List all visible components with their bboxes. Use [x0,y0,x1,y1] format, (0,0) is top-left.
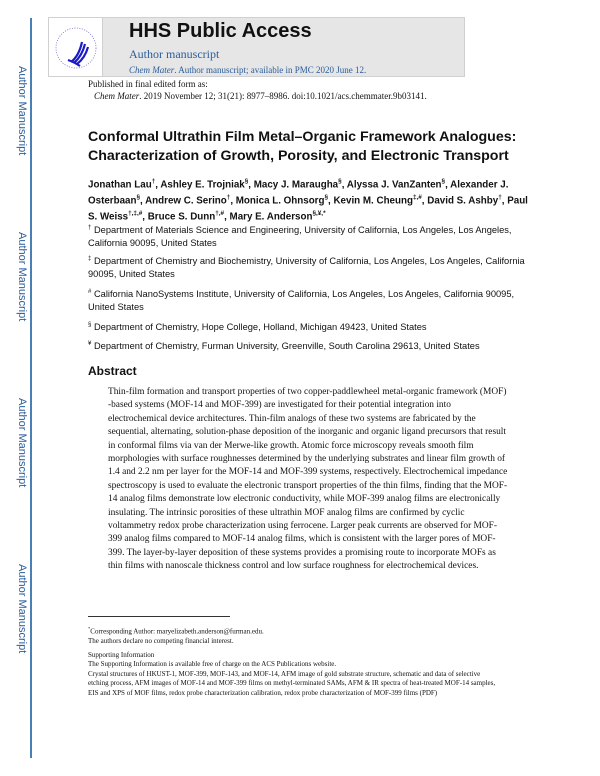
published-label: Published in final edited form as: [88,79,208,89]
author-affiliation-mark: § [441,178,446,185]
hhs-header [48,17,465,77]
author-list: Jonathan Lau†, Ashley E. Trojniak§, Macy J. Maraugha§, Alyssa J. VanZanten§, Alexander J. Osterbaan§, Andrew C. Serino†, Monica L. Ohnsorg§, Kevin M. Cheung‡,#, David S. Ashby†, Paul S. Weiss†,‡,#, Bruce S. Dunn†,#, Mary E. Anderson§,¥,* [88,178,528,222]
si-description: Crystal structures of HKUST-1, MOF-399, MOF-143, and MOF-14, AFM image of gold substrate structure, schematic and data of selective etching process, AFM images of MOF-14 and MOF-399 films on methyl-terminated SAMs, AFM & IR spectra of heat-treated MOF-14 samples, EIS and XPS of MOF films, redox probe characterization calibration, redox probe characterization of MOF-399 films (PDF) [88,669,496,697]
author-name: Bruce S. Dunn [147,210,216,222]
affiliation: ‡ Department of Chemistry and Biochemistry, University of California, Los Angeles, Los Angeles, California 90095, United States [88,256,525,279]
si-heading: Supporting Information [88,650,155,659]
author-name: Paul S. Weiss [88,195,528,222]
si-availability: The Supporting Information is available free of charge on the ACS Publications website. [88,660,337,669]
journal-name: Chem Mater [129,65,175,75]
article-title: Conformal Ultrathin Film Metal–Organic Framework Analogues: Characterization of Growth, Porosity, and Electronic Transport [88,129,517,164]
availability-line [129,65,366,75]
author-affiliation-mark: § [244,178,249,185]
author-affiliation-mark: †,# [215,209,225,217]
abstract-heading: Abstract [88,364,137,378]
author-affiliation-mark: § [324,193,329,201]
author-name: Andrew C. Serino [145,195,227,207]
author-affiliation-mark: ‡,# [412,193,422,201]
corresponding-author: *Corresponding Author: maryelizabeth.anderson@furman.edu. [88,626,264,636]
author-affiliation-mark: † [151,178,156,185]
author-name: Alexander J. Osterbaan [88,179,509,207]
journal-name: Chem Mater [94,91,140,101]
author-name: Ashley E. Trojniak [160,179,245,191]
sidebar-label: Author Manuscript [16,564,28,654]
author-affiliation-mark: † [498,193,502,201]
author-name: Kevin M. Cheung [333,195,413,207]
footnote-divider [88,616,230,617]
author-name: Alyssa J. VanZanten [346,179,442,191]
author-manuscript-label: Author manuscript [129,47,220,61]
sidebar-label: Author Manuscript [16,398,28,488]
author-name: Mary E. Anderson [229,210,313,222]
affiliation: † Department of Materials Science and Engineering, University of California, Los Angeles, Los Angeles, California 90095, United States [88,225,512,248]
affiliation: # California NanoSystems Institute, University of California, Los Angeles, Los Angeles, California 90095, United States [88,289,515,312]
sidebar-label: Author Manuscript [16,66,28,156]
published-info [88,78,427,102]
hhs-eagle-logo-icon [49,18,103,76]
availability-text: . Author manuscript; available in PMC 2020 June 12. [174,65,367,75]
author-name: Jonathan Lau [88,179,152,191]
author-affiliation-mark: § [338,178,342,185]
competing-interest: The authors declare no competing financial interest. [88,636,234,645]
author-affiliation-mark: †,‡,# [128,209,143,217]
author-affiliation-mark: § [136,193,141,201]
author-affiliation-mark: §,¥,* [312,209,326,217]
footnotes [88,624,498,698]
sidebar-rule [30,18,32,758]
affiliation: ¥ Department of Chemistry, Furman University, Greenville, South Carolina 29613, United States [88,341,480,352]
citation-text[interactable]: . 2019 November 12; 31(21): 8977–8986. doi:10.1021/acs.chemmater.9b03141. [139,91,427,101]
abstract-text: Thin-film formation and transport properties of two copper-paddlewheel metal-organic framework (MOF) -based systems (MOF-14 and MOF-399) are investigated for their potential integration into electrochemical device architectures. Thin-film analogs of these two systems are fabricated by the sequential, alternating, solution-phase deposition of the inorganic and organic ligand precursors that result in conformal films via van der Merwe-like growth. Atomic force microscopy reveals smooth film morphologies with surface roughnesses determined by the underlying substrates and linear film growth of 1.4 and 2.2 nm per layer for the MOF-14 and MOF-399 systems, respectively. Electrochemical impedance spectroscopy is used to evaluate the electronic transport properties of the thin films, finding that the MOF-14 analog films demonstrate low electronic conductivity, while MOF-399 analog films are electronically insulating. The intrinsic porosities of these ultrathin MOF analog films are confirmed by cyclic voltammetry redox probe characterization using ferrocene. Larger peak currents are observed for MOF-399 analog films compared to MOF-14 analog films, which is consistent with the larger pores of MOF-399. The layer-by-layer deposition of these systems provides a promising route to incorporate MOFs as thin films with nanoscale thickness control and low surface roughness for electrochemical devices. [108,387,508,572]
sidebar-label: Author Manuscript [16,232,28,322]
hhs-title: HHS Public Access [129,20,312,42]
author-name: David S. Ashby [427,195,499,207]
author-affiliation-mark: † [226,193,231,201]
author-name: Monica L. Ohnsorg [235,195,325,207]
author-name: Macy J. Maraugha [253,179,339,191]
affiliation: § Department of Chemistry, Hope College, Holland, Michigan 49423, United States [88,322,427,333]
